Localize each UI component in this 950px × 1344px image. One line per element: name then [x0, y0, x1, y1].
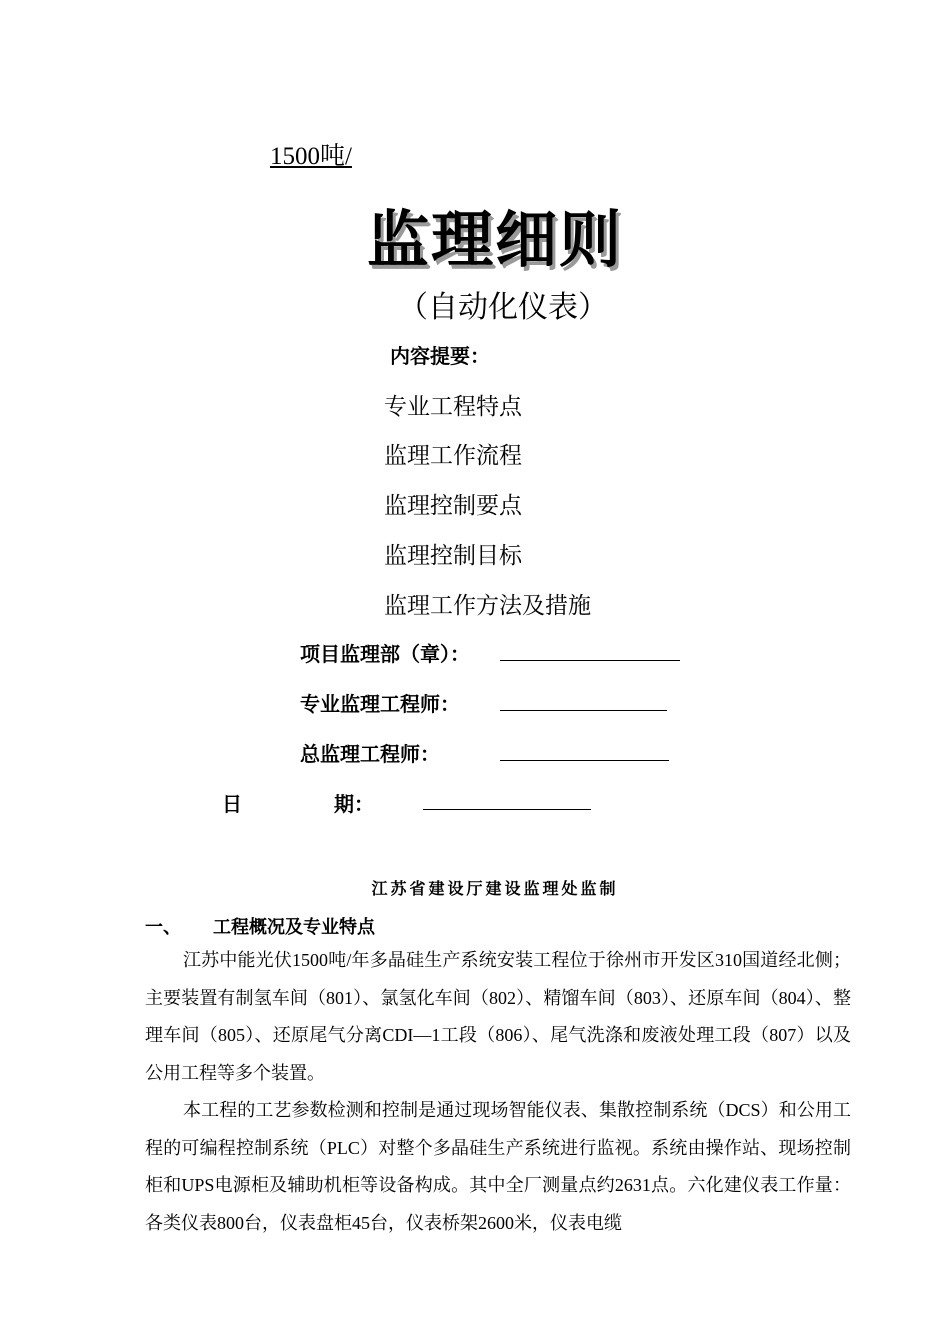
- chief-engineer-signature-line: [500, 760, 669, 761]
- specialty-engineer-signature-line: [500, 710, 667, 711]
- project-dept-label: 项目监理部（章）：: [300, 642, 470, 666]
- summary-item: 专业工程特点: [384, 394, 522, 420]
- chief-engineer-label: 总监理工程师：: [300, 742, 440, 766]
- summary-item: 监理控制要点: [384, 493, 522, 519]
- section-number: 一、: [145, 917, 181, 938]
- summary-label: 内容提要：: [390, 344, 490, 368]
- project-dept-signature-line: [500, 660, 680, 661]
- document-title: 监理细则: [366, 203, 623, 276]
- issuer-text: 江苏省建设厅建设监理处监制: [371, 879, 619, 898]
- capacity-text: 1500吨/: [270, 143, 352, 170]
- summary-item: 监理工作方法及措施: [384, 593, 591, 619]
- body-paragraph: 江苏中能光伏1500吨/年多晶硅生产系统安装工程位于徐州市开发区310国道经北侧；主要装置有制氢车间（801）、氯氢化车间（802）、精馏车间（803）、还原车间（804）、整理车间（805）、还原尾气分离CDI—1工段（806）、尾气洗涤和废液处理工段（807）以及公用工程等多个装置。: [145, 950, 851, 1083]
- section-heading: [145, 913, 375, 939]
- date-label-char2: 期：: [334, 792, 374, 816]
- document-subtitle: （自动化仪表）: [398, 290, 608, 325]
- summary-item: 监理控制目标: [384, 543, 522, 569]
- section-title: 工程概况及专业特点: [213, 917, 375, 938]
- date-label-char1: 日: [222, 792, 242, 816]
- date-signature-line: [423, 809, 591, 810]
- specialty-engineer-label: 专业监理工程师：: [300, 692, 460, 716]
- body-paragraph: 本工程的工艺参数检测和控制是通过现场智能仪表、集散控制系统（DCS）和公用工程的可编程控制系统（PLC）对整个多晶硅生产系统进行监视。系统由操作站、现场控制柜和UPS电源柜及辅助机柜等设备构成。其中全厂测量点约2631点。六化建仪表工作量：各类仪表800台，仪表盘柜45台，仪表桥架2600米，仪表电缆: [145, 1100, 851, 1233]
- summary-item: 监理工作流程: [384, 443, 522, 469]
